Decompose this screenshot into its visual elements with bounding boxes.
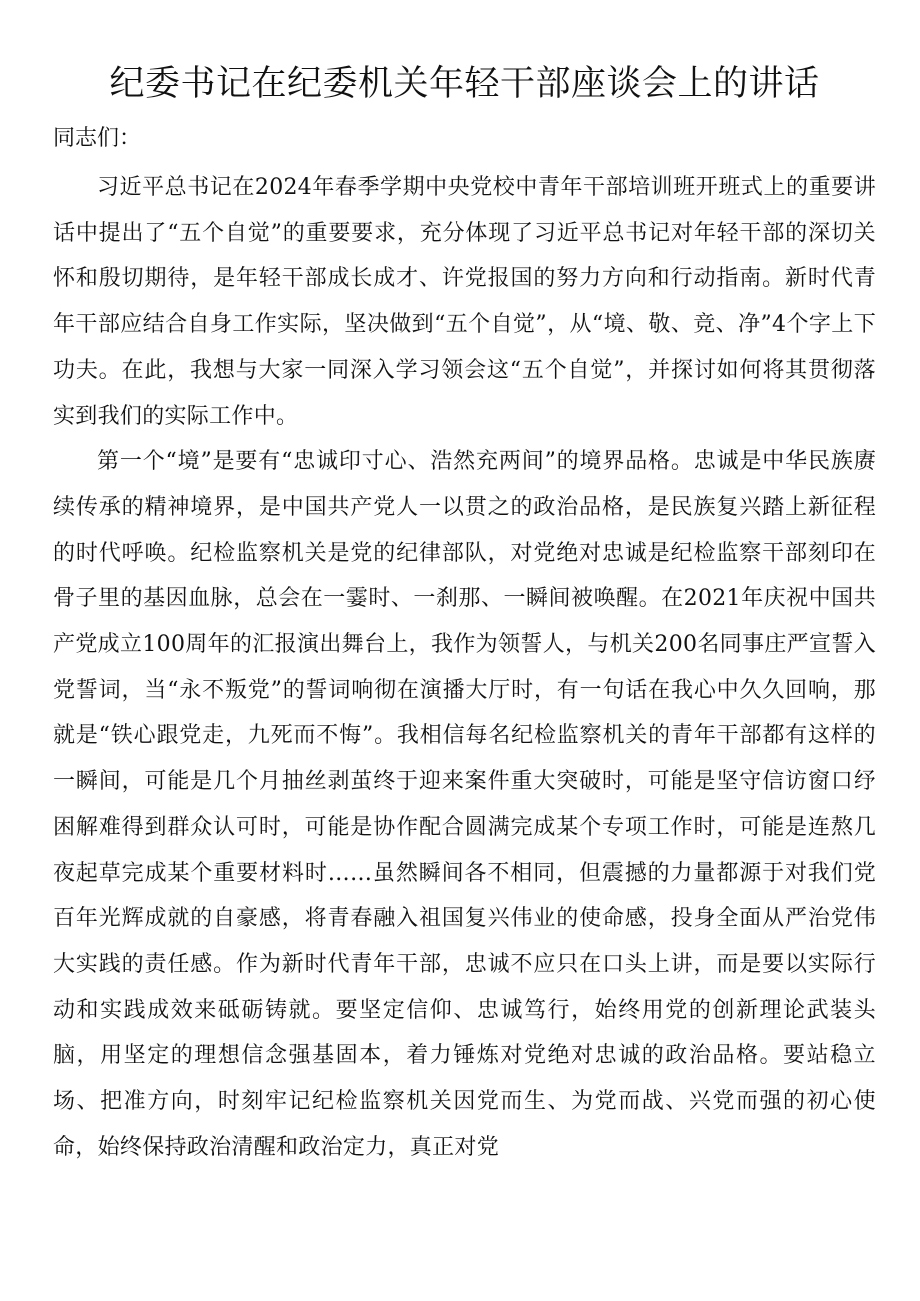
paragraph-intro: 习近平总书记在2024年春季学期中央党校中青年干部培训班开班式上的重要讲话中提出了“五个自觉”的重要要求，充分体现了习近平总书记对年轻干部的深切关怀和殷切期待，是年轻干部成长成才、许党报国的努力方向和行动指南。新时代青年干部应结合自身工作实际，坚决做到“五个自觉”，从“境、敬、竞、净”4个字上下功夫。在此，我想与大家一同深入学习领会这“五个自觉”，并探讨如何将其贯彻落实到我们的实际工作中。: [53, 175, 876, 429]
paragraph-jing: 第一个“境”是要有“忠诚印寸心、浩然充两间”的境界品格。忠诚是中华民族赓续传承的精神境界，是中国共产党人一以贯之的政治品格，是民族复兴踏上新征程的时代呼唤。纪检监察机关是党的纪律部队，对党绝对忠诚是纪检监察干部刻印在骨子里的基因血脉，总会在一霎时、一刹那、一瞬间被唤醒。在2021年庆祝中国共产党成立100周年的汇报演出舞台上，我作为领誓人，与机关200名同事庄严宣誓入党誓词，当“永不叛党”的誓词响彻在演播大厅时，有一句话在我心中久久回响，那就是“铁心跟党走，九死而不悔”。我相信每名纪检监察机关的青年干部都有这样的一瞬间，可能是几个月抽丝剥茧终于迎来案件重大突破时，可能是坚守信访窗口纾困解难得到群众认可时，可能是协作配合圆满完成某个专项工作时，可能是连熬几夜起草完成某个重要材料时……虽然瞬间各不相同，但震撼的力量都源于对我们党百年光辉成就的自豪感，将青春融入祖国复兴伟业的使命感，投身全面从严治党伟大实践的责任感。作为新时代青年干部，忠诚不应只在口头上讲，而是要以实际行动和实践成效来砥砺铸就。要坚定信仰、忠诚笃行，始终用党的创新理论武装头脑，用坚定的理想信念强基固本，着力锤炼对党绝对忠诚的政治品格。要站稳立场、把准方向，时刻牢记纪检监察机关因党而生、为党而战、兴党而强的初心使命，始终保持政治清醒和政治定力，真正对党: [53, 449, 876, 1160]
salutation: 同志们：: [53, 126, 142, 151]
document-title: 纪委书记在纪委机关年轻干部座谈会上的讲话: [109, 64, 820, 104]
